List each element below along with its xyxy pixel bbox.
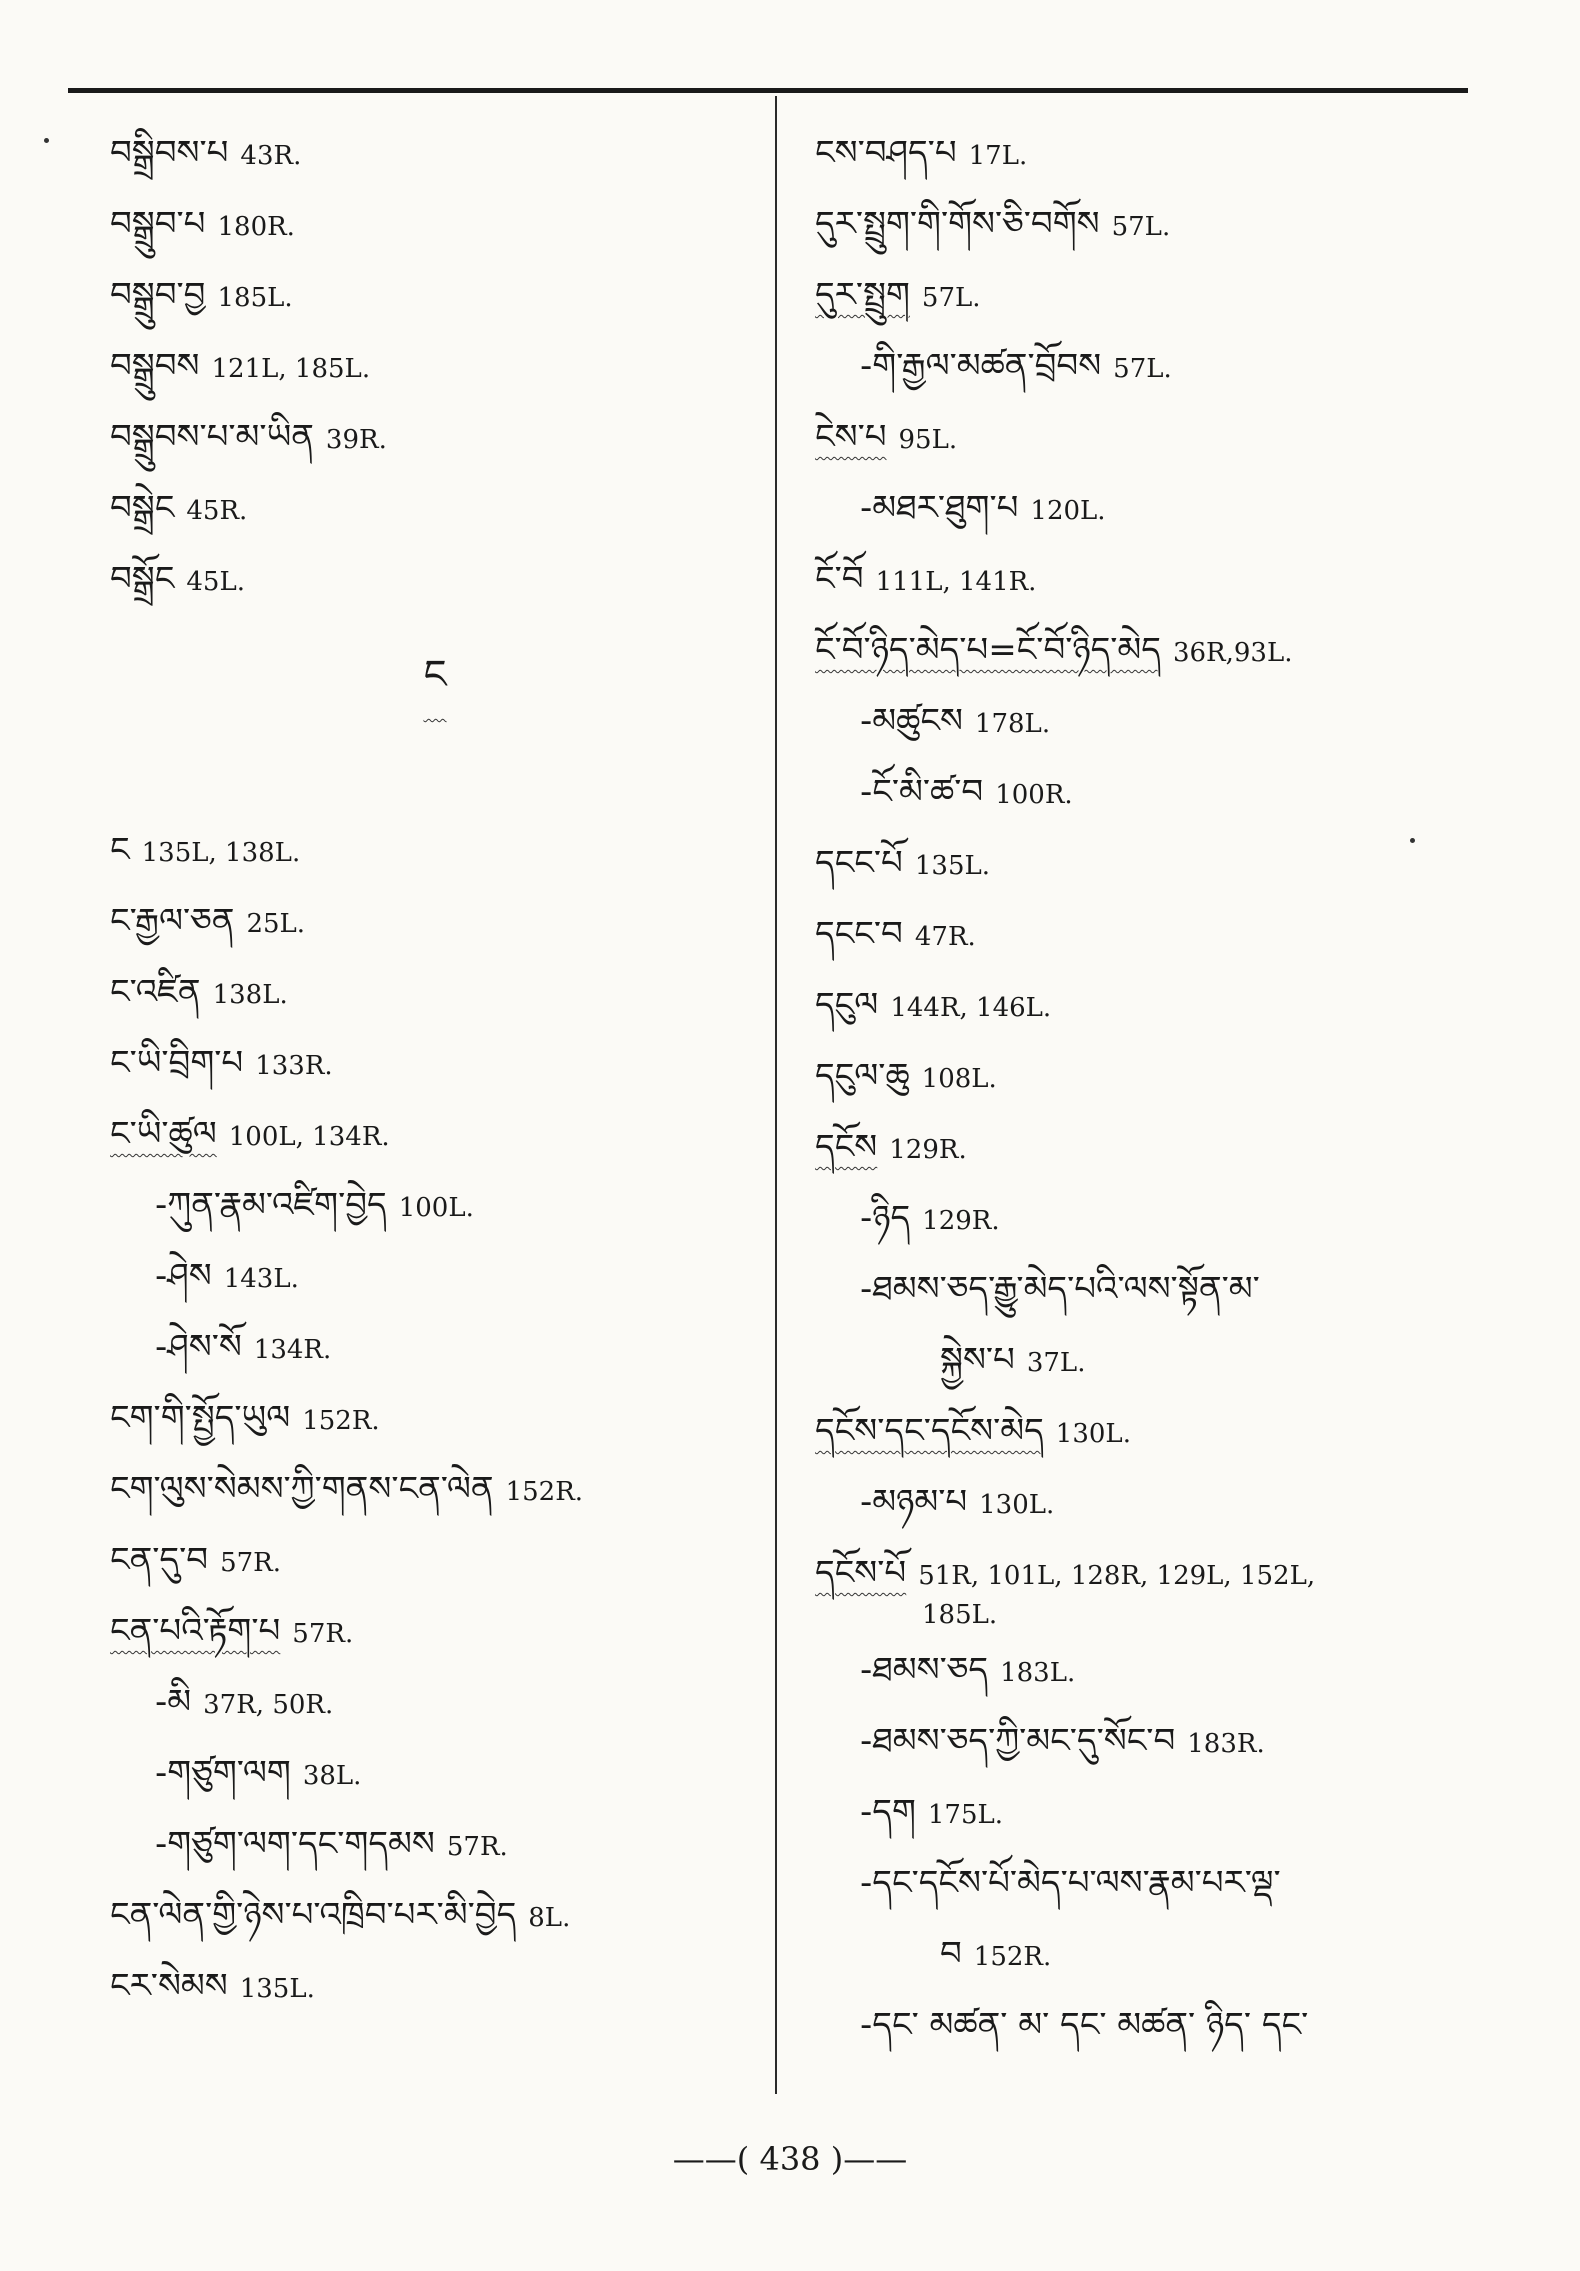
index-entry bbox=[815, 544, 1465, 615]
entry-page-ref: 43R. bbox=[240, 141, 302, 171]
entry-term: དངུལ bbox=[815, 985, 879, 1025]
entry-term: ང་འཛིན bbox=[110, 972, 201, 1012]
entry-term: -གཙུག་ལག bbox=[155, 1753, 291, 1793]
index-entry bbox=[110, 331, 760, 402]
index-entry bbox=[110, 1454, 760, 1525]
entry-page-ref: 133R. bbox=[255, 1051, 333, 1081]
entry-term: -མཉམ་པ bbox=[860, 1482, 968, 1522]
entry-term: དངང་པོ bbox=[815, 843, 903, 883]
entry-term: ངག་ལུས་སེམས་ཀྱི་གནས་ངན་ལེན bbox=[110, 1469, 494, 1509]
index-entry bbox=[110, 544, 760, 615]
entry-page-ref: 134R. bbox=[253, 1335, 332, 1365]
entry-term: བསྒྲིབས་པ bbox=[110, 133, 229, 173]
index-entry bbox=[815, 757, 1465, 828]
index-entry bbox=[815, 970, 1465, 1041]
entry-page-ref: 36R,93L. bbox=[1172, 638, 1293, 668]
index-entry bbox=[815, 1467, 1465, 1538]
entry-page-ref: 17L. bbox=[968, 141, 1028, 171]
entry-page-ref: 130L. bbox=[979, 1490, 1055, 1520]
entry-term: ང bbox=[110, 830, 130, 870]
index-entry bbox=[110, 1738, 760, 1809]
entry-page-ref: 57L. bbox=[1113, 354, 1172, 384]
index-entry bbox=[815, 1396, 1465, 1467]
entry-page-ref: 100R. bbox=[995, 780, 1073, 810]
index-entry bbox=[815, 473, 1465, 544]
entry-page-ref: 51R, 101L, 128R, 129L, 152L, bbox=[918, 1561, 1316, 1591]
index-entry bbox=[110, 957, 760, 1028]
index-entry bbox=[815, 828, 1465, 899]
entry-term: བསྒྲུབ་བྱ bbox=[110, 275, 206, 315]
index-entry bbox=[110, 118, 760, 189]
index-entry bbox=[110, 402, 760, 473]
index-entry bbox=[815, 260, 1465, 331]
index-entry bbox=[110, 1667, 760, 1738]
index-entry bbox=[815, 1112, 1465, 1183]
index-entry bbox=[110, 815, 760, 886]
entry-page-ref: 100L. bbox=[398, 1193, 474, 1223]
entry-page-ref: 120L. bbox=[1030, 496, 1106, 526]
entry-page-ref: 135L. bbox=[239, 1974, 315, 2004]
entry-page-ref: 37L. bbox=[1026, 1348, 1086, 1378]
section-letter: ང bbox=[423, 652, 447, 698]
entry-term: -ཐམས་ཅད bbox=[860, 1650, 989, 1690]
entry-page-ref: 25L. bbox=[246, 909, 306, 939]
entry-page-ref: 100L, 134R. bbox=[228, 1122, 390, 1152]
index-entry bbox=[815, 331, 1465, 402]
index-entry bbox=[815, 1777, 1465, 1848]
entry-term: བསྒྲུབ་པ bbox=[110, 204, 206, 244]
entry-page-ref: 129R. bbox=[922, 1206, 1000, 1236]
entry-term: ངས་བཤད་པ bbox=[815, 133, 957, 173]
index-entry bbox=[815, 1041, 1465, 1112]
entry-term: -ཐམས་ཅད་རྒྱུ་མེད་པའི་ལས་སྟོན་མ་ bbox=[860, 1269, 1260, 1309]
index-entry bbox=[110, 1809, 760, 1880]
index-entry bbox=[110, 886, 760, 957]
index-entry bbox=[815, 1325, 1465, 1396]
index-entry bbox=[815, 1848, 1465, 1919]
index-entry bbox=[110, 1028, 760, 1099]
entry-page-ref: 39R. bbox=[325, 425, 387, 455]
entry-page-ref: 129R. bbox=[889, 1135, 967, 1165]
speck bbox=[44, 138, 49, 143]
entry-term: ངོ་བོ་ཉིད་མེད་པ=ངོ་བོ་ཉིད་མེད bbox=[815, 630, 1161, 670]
index-entry bbox=[815, 189, 1465, 260]
index-entry bbox=[110, 1241, 760, 1312]
entry-term: -མཐར་ཐུག་པ bbox=[860, 488, 1019, 528]
entry-term: ངན་དུ་བ bbox=[110, 1540, 209, 1580]
left-column bbox=[110, 118, 760, 2022]
entry-term: -ཉིད bbox=[860, 1198, 911, 1238]
entry-page-ref: 37R, 50R. bbox=[203, 1690, 334, 1720]
entry-page-ref: 175L. bbox=[927, 1800, 1004, 1830]
entry-term: -ངོ་མི་ཚ་བ bbox=[860, 772, 984, 812]
entry-page-ref: 144R, 146L. bbox=[890, 993, 1052, 1023]
entry-page-ref: 143L. bbox=[223, 1264, 299, 1294]
entry-page-ref: 57L. bbox=[1111, 212, 1171, 242]
entry-term: དངོས་པོ bbox=[815, 1553, 907, 1593]
entry-term: དུར་སྤྲུག་གི་གོས་ཅི་བགོས bbox=[815, 204, 1100, 244]
entry-term: ངོ་བོ bbox=[815, 559, 864, 599]
index-entry bbox=[110, 1880, 760, 1951]
index-entry bbox=[815, 402, 1465, 473]
entry-term: ངན་ལེན་གྱི་ཉེས་པ་འཁྲིབ་པར་མི་བྱེད bbox=[110, 1895, 517, 1935]
entry-page-ref: 57L. bbox=[921, 283, 981, 313]
entry-term: -དག bbox=[860, 1792, 916, 1832]
index-entry bbox=[815, 1706, 1465, 1777]
entry-term: -མཚུངས bbox=[860, 701, 963, 741]
entry-page-ref: 95L. bbox=[898, 425, 958, 455]
index-entry bbox=[110, 1525, 760, 1596]
index-entry bbox=[815, 1183, 1465, 1254]
entry-page-ref: 47R. bbox=[914, 922, 976, 952]
entry-page-ref: 185L. bbox=[922, 1600, 998, 1630]
entry-term: ང་རྒྱལ་ཅན bbox=[110, 901, 235, 941]
index-entry bbox=[815, 1919, 1465, 1990]
entry-term: བ bbox=[940, 1934, 962, 1974]
entry-term: ངན་པའི་རྟོག་པ bbox=[110, 1611, 281, 1651]
entry-term: དངོས bbox=[815, 1127, 878, 1167]
entry-page-ref: 130L. bbox=[1055, 1419, 1131, 1449]
entry-term: -ཐམས་ཅད་ཀྱི་མང་དུ་སོང་བ bbox=[860, 1721, 1176, 1761]
entry-term: བསྒྲོང bbox=[110, 559, 175, 599]
entry-term: དངང་བ bbox=[815, 914, 903, 954]
entry-term: ངེས་པ bbox=[815, 417, 887, 457]
page-number: ——( 438 )—— bbox=[672, 2140, 908, 2178]
entry-term: བསྒྲུབས་པ་མ་ཡིན bbox=[110, 417, 314, 457]
entry-term: -གཙུག་ལག་དང་གདམས bbox=[155, 1824, 435, 1864]
entry-term: བསྒྲེང bbox=[110, 488, 175, 528]
entry-page-ref: 180R. bbox=[217, 212, 295, 242]
entry-term: -དང་དངོས་པོ་མེད་པ་ལས་རྣམ་པར་ལྡ་ bbox=[860, 1863, 1281, 1903]
index-entry bbox=[110, 473, 760, 544]
index-entry bbox=[815, 615, 1465, 686]
entry-page-ref: 38L. bbox=[302, 1761, 362, 1791]
index-entry bbox=[815, 1254, 1465, 1325]
entry-term: དངོས་དང་དངོས་མེད bbox=[815, 1411, 1044, 1451]
index-entry bbox=[815, 118, 1465, 189]
entry-term: -མི bbox=[155, 1682, 192, 1722]
entry-term: སྐྱེས་པ bbox=[940, 1340, 1015, 1380]
index-entry bbox=[110, 260, 760, 331]
right-entries bbox=[815, 118, 1465, 2061]
right-column bbox=[815, 118, 1465, 2061]
entry-page-ref: 45R. bbox=[186, 496, 248, 526]
entry-page-ref: 121L, 185L. bbox=[211, 354, 371, 384]
entry-page-ref: 183R. bbox=[1187, 1729, 1265, 1759]
entry-page-ref: 57R. bbox=[292, 1619, 354, 1649]
entry-page-ref: 138L. bbox=[212, 980, 288, 1010]
entry-term: དངུལ་ཆུ bbox=[815, 1056, 910, 1096]
index-entry bbox=[110, 1170, 760, 1241]
entry-term: བསྒྲུབས bbox=[110, 346, 200, 386]
entry-term: -ཤེས bbox=[155, 1256, 212, 1296]
entry-term: ང་ཡི་བྲིག་པ bbox=[110, 1043, 244, 1083]
index-entry bbox=[110, 1099, 760, 1170]
index-entry bbox=[110, 1596, 760, 1667]
entry-page-ref: 108L. bbox=[921, 1064, 997, 1094]
entry-term: -དང་ མཚན་ མ་ དང་ མཚན་ ཉིད་ དང་ bbox=[860, 2005, 1309, 2045]
index-entry bbox=[815, 899, 1465, 970]
index-entry bbox=[815, 1635, 1465, 1706]
entry-page-ref: 45L. bbox=[186, 567, 245, 597]
entry-term: -ཀུན་རྣམ་འཛིག་བྱེད bbox=[155, 1185, 387, 1225]
entry-page-ref: 152R. bbox=[302, 1406, 380, 1436]
entry-page-ref: 185L. bbox=[217, 283, 293, 313]
entry-page-ref: 57R. bbox=[446, 1832, 508, 1862]
index-entry bbox=[110, 189, 760, 260]
top-rule bbox=[68, 88, 1468, 93]
column-divider bbox=[775, 96, 777, 2094]
entry-term: ངག་གི་སྤྱོད་ཡུལ bbox=[110, 1398, 291, 1438]
entry-page-ref: 57R. bbox=[220, 1548, 281, 1578]
index-entry bbox=[110, 1383, 760, 1454]
left-entries-top bbox=[110, 118, 760, 615]
entry-page-ref: 8L. bbox=[528, 1903, 571, 1933]
entry-page-ref: 135L. bbox=[914, 851, 991, 881]
entry-page-ref: 152R. bbox=[505, 1477, 584, 1507]
entry-page-ref: 178L. bbox=[974, 709, 1051, 739]
entry-page-ref: 152R. bbox=[973, 1942, 1052, 1972]
entry-term: དུར་སྤྲུག bbox=[815, 275, 910, 315]
index-entry bbox=[110, 1951, 760, 2022]
index-entry bbox=[110, 1312, 760, 1383]
entry-term: -ཤེས་སོ bbox=[155, 1327, 242, 1367]
index-entry bbox=[815, 1990, 1465, 2061]
entry-term: ངར་སེམས bbox=[110, 1966, 228, 2006]
index-entry bbox=[815, 686, 1465, 757]
left-entries-bottom bbox=[110, 815, 760, 2022]
entry-term: -གི་རྒྱལ་མཚན་བྲོབས bbox=[860, 346, 1102, 386]
entry-page-ref: 111L, 141R. bbox=[875, 567, 1037, 597]
section-heading bbox=[110, 615, 760, 815]
entry-page-ref: 135L, 138L. bbox=[141, 838, 301, 868]
entry-page-ref: 183L. bbox=[1000, 1658, 1076, 1688]
entry-term: ང་ཡི་ཚུལ bbox=[110, 1114, 217, 1154]
